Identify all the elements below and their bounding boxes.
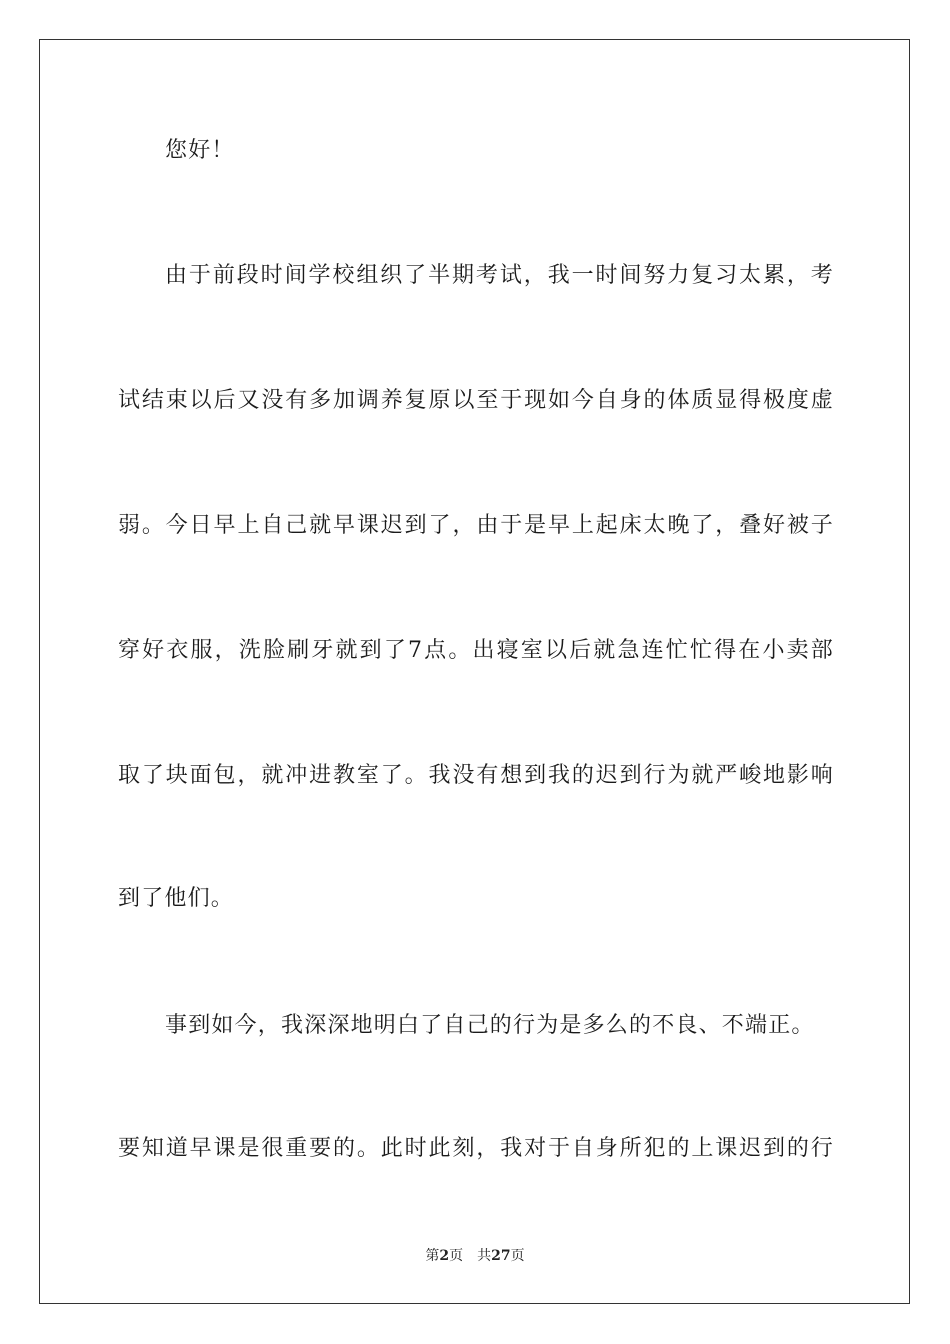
paragraph-line-3: 弱。今日早上自己就早课迟到了，由于是早上起床太晚了，叠好被子	[118, 513, 834, 538]
page-footer	[0, 1247, 950, 1265]
greeting-line: 您好！	[165, 138, 235, 163]
page-label-prefix: 第	[425, 1248, 440, 1264]
total-pages: 27	[491, 1248, 511, 1264]
page-border	[39, 39, 910, 1304]
paragraph-line-6: 到了他们。	[118, 886, 235, 911]
total-label-prefix: 共	[477, 1248, 492, 1264]
paragraph-line-1: 由于前段时间学校组织了半期考试，我一时间努力复习太累，考	[165, 263, 834, 288]
paragraph-line-7: 事到如今，我深深地明白了自己的行为是多么的不良、不端正。	[165, 1013, 815, 1038]
page-number: 2	[439, 1248, 450, 1264]
total-label-suffix: 页	[510, 1248, 525, 1264]
page-label-suffix: 页	[449, 1248, 464, 1264]
paragraph-line-5: 取了块面包，就冲进教室了。我没有想到我的迟到行为就严峻地影响	[118, 763, 834, 788]
paragraph-line-4: 穿好衣服，洗脸刷牙就到了7点。出寝室以后就急连忙忙得在小卖部	[118, 638, 834, 663]
paragraph-line-2: 试结束以后又没有多加调养复原以至于现如今自身的体质显得极度虚	[118, 388, 834, 413]
paragraph-line-8: 要知道早课是很重要的。此时此刻，我对于自身所犯的上课迟到的行	[118, 1136, 834, 1161]
